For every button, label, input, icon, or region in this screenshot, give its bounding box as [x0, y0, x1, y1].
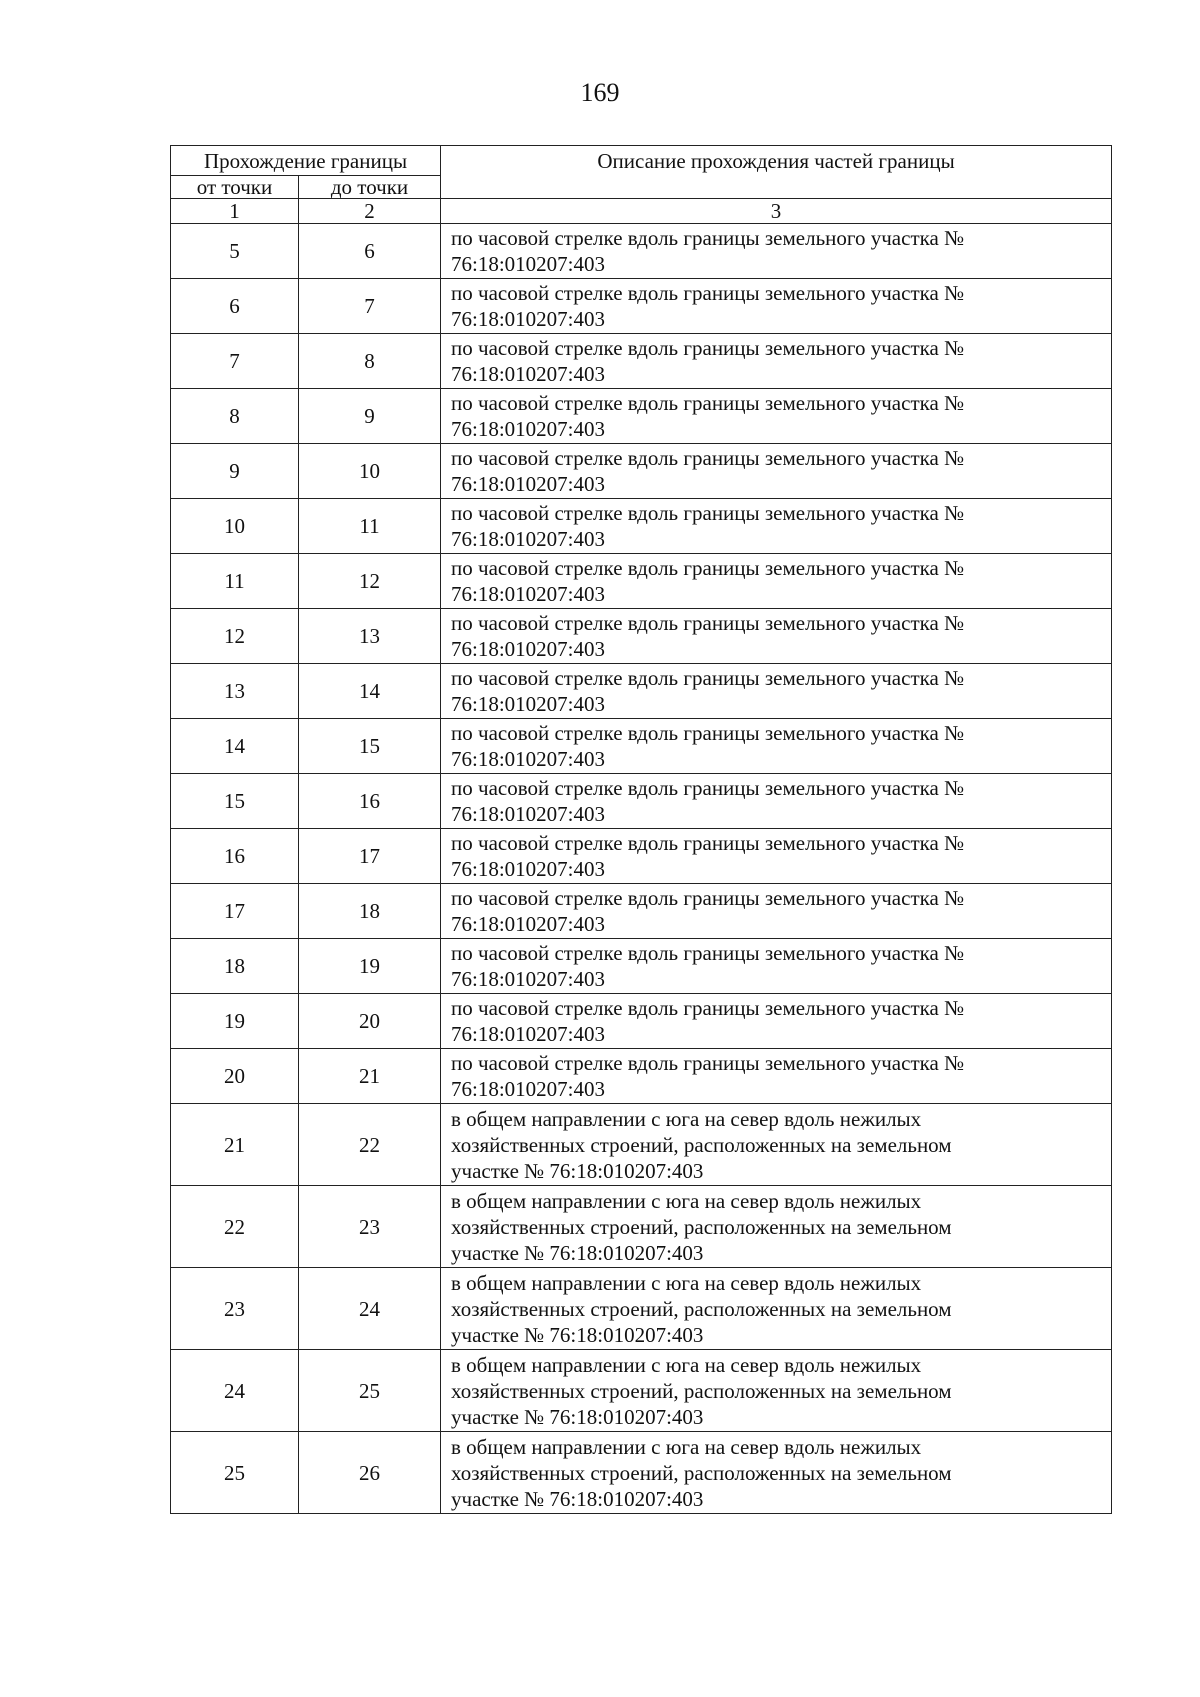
- from-point-cell: 15: [171, 774, 299, 829]
- table-row: [171, 1268, 1112, 1350]
- description-line: 76:18:010207:403: [451, 802, 606, 826]
- from-point-cell: 12: [171, 609, 299, 664]
- table-row: [171, 554, 1112, 609]
- to-point-cell: 9: [299, 389, 441, 444]
- to-point-cell: 14: [299, 664, 441, 719]
- table-row: [171, 389, 1112, 444]
- description-line: 76:18:010207:403: [451, 857, 606, 881]
- to-point-cell: 22: [299, 1104, 441, 1186]
- table-row: [171, 279, 1112, 334]
- description-cell: [441, 1268, 1112, 1350]
- description-line: хозяйственных строений, расположенных на земельном: [451, 1378, 952, 1403]
- description-line: участке № 76:18:010207:403: [451, 1486, 704, 1511]
- description-cell: [441, 1049, 1112, 1104]
- table-row: [171, 334, 1112, 389]
- from-point-cell: 16: [171, 829, 299, 884]
- description-line: 76:18:010207:403: [451, 912, 606, 936]
- description-cell: [441, 1432, 1112, 1514]
- to-point-cell: 8: [299, 334, 441, 389]
- from-point-cell: 5: [171, 224, 299, 279]
- to-point-cell: 20: [299, 994, 441, 1049]
- to-point-cell: 12: [299, 554, 441, 609]
- description-line: в общем направлении с юга на север вдоль нежилых: [451, 1434, 922, 1459]
- description-line: 76:18:010207:403: [451, 362, 606, 386]
- description-cell: [441, 664, 1112, 719]
- table-row: [171, 664, 1112, 719]
- description-line: хозяйственных строений, расположенных на земельном: [451, 1460, 952, 1485]
- description-cell: [441, 499, 1112, 554]
- description-cell: [441, 994, 1112, 1049]
- description-cell: [441, 884, 1112, 939]
- description-cell: [441, 829, 1112, 884]
- description-line: по часовой стрелке вдоль границы земельного участка №: [451, 336, 965, 360]
- to-point-cell: 23: [299, 1186, 441, 1268]
- to-point-cell: 13: [299, 609, 441, 664]
- column-number: 1: [171, 199, 299, 224]
- boundary-table: [170, 145, 1112, 1514]
- description-cell: [441, 554, 1112, 609]
- description-line: 76:18:010207:403: [451, 692, 606, 716]
- description-line: хозяйственных строений, расположенных на земельном: [451, 1296, 952, 1321]
- header-boundary-passage: Прохождение границы: [171, 146, 441, 176]
- from-point-cell: 19: [171, 994, 299, 1049]
- description-line: в общем направлении с юга на север вдоль нежилых: [451, 1188, 922, 1213]
- description-line: 76:18:010207:403: [451, 967, 606, 991]
- description-line: по часовой стрелке вдоль границы земельного участка №: [451, 831, 965, 855]
- header-from-point: от точки: [171, 176, 299, 199]
- description-line: участке № 76:18:010207:403: [451, 1404, 704, 1429]
- to-point-cell: 26: [299, 1432, 441, 1514]
- description-cell: [441, 719, 1112, 774]
- from-point-cell: 11: [171, 554, 299, 609]
- from-point-cell: 21: [171, 1104, 299, 1186]
- to-point-cell: 7: [299, 279, 441, 334]
- description-cell: [441, 279, 1112, 334]
- description-line: хозяйственных строений, расположенных на земельном: [451, 1132, 952, 1157]
- table-header: [171, 146, 1112, 224]
- table-row: [171, 939, 1112, 994]
- from-point-cell: 6: [171, 279, 299, 334]
- column-number: 3: [441, 199, 1112, 224]
- table-row: [171, 444, 1112, 499]
- from-point-cell: 9: [171, 444, 299, 499]
- from-point-cell: 23: [171, 1268, 299, 1350]
- to-point-cell: 21: [299, 1049, 441, 1104]
- description-line: участке № 76:18:010207:403: [451, 1322, 704, 1347]
- to-point-cell: 10: [299, 444, 441, 499]
- description-line: по часовой стрелке вдоль границы земельного участка №: [451, 611, 965, 635]
- description-cell: [441, 1104, 1112, 1186]
- header-to-point: до точки: [299, 176, 441, 199]
- to-point-cell: 16: [299, 774, 441, 829]
- description-line: 76:18:010207:403: [451, 637, 606, 661]
- table-row: [171, 719, 1112, 774]
- description-line: по часовой стрелке вдоль границы земельного участка №: [451, 886, 965, 910]
- to-point-cell: 18: [299, 884, 441, 939]
- to-point-cell: 11: [299, 499, 441, 554]
- description-cell: [441, 334, 1112, 389]
- description-line: по часовой стрелке вдоль границы земельного участка №: [451, 996, 965, 1020]
- description-line: в общем направлении с юга на север вдоль нежилых: [451, 1106, 922, 1131]
- description-line: хозяйственных строений, расположенных на земельном: [451, 1214, 952, 1239]
- table-row: [171, 1350, 1112, 1432]
- from-point-cell: 20: [171, 1049, 299, 1104]
- table-row: [171, 1049, 1112, 1104]
- description-line: 76:18:010207:403: [451, 1022, 606, 1046]
- description-line: по часовой стрелке вдоль границы земельного участка №: [451, 226, 965, 250]
- to-point-cell: 6: [299, 224, 441, 279]
- table-row: [171, 994, 1112, 1049]
- from-point-cell: 25: [171, 1432, 299, 1514]
- table-row: [171, 884, 1112, 939]
- table-row: [171, 1104, 1112, 1186]
- description-cell: [441, 774, 1112, 829]
- from-point-cell: 13: [171, 664, 299, 719]
- description-cell: [441, 224, 1112, 279]
- description-line: по часовой стрелке вдоль границы земельного участка №: [451, 281, 965, 305]
- description-cell: [441, 389, 1112, 444]
- description-line: по часовой стрелке вдоль границы земельного участка №: [451, 666, 965, 690]
- description-line: 76:18:010207:403: [451, 582, 606, 606]
- from-point-cell: 14: [171, 719, 299, 774]
- description-line: участке № 76:18:010207:403: [451, 1240, 704, 1265]
- description-line: по часовой стрелке вдоль границы земельного участка №: [451, 721, 965, 745]
- description-line: в общем направлении с юга на север вдоль нежилых: [451, 1270, 922, 1295]
- description-line: по часовой стрелке вдоль границы земельного участка №: [451, 776, 965, 800]
- page-number: 169: [580, 78, 620, 107]
- description-line: в общем направлении с юга на север вдоль нежилых: [451, 1352, 922, 1377]
- to-point-cell: 15: [299, 719, 441, 774]
- description-line: 76:18:010207:403: [451, 307, 606, 331]
- from-point-cell: 7: [171, 334, 299, 389]
- table-row: [171, 1186, 1112, 1268]
- from-point-cell: 8: [171, 389, 299, 444]
- description-cell: [441, 444, 1112, 499]
- from-point-cell: 17: [171, 884, 299, 939]
- from-point-cell: 22: [171, 1186, 299, 1268]
- description-line: по часовой стрелке вдоль границы земельного участка №: [451, 501, 965, 525]
- description-line: 76:18:010207:403: [451, 747, 606, 771]
- table-row: [171, 224, 1112, 279]
- to-point-cell: 25: [299, 1350, 441, 1432]
- description-line: 76:18:010207:403: [451, 417, 606, 441]
- description-cell: [441, 609, 1112, 664]
- description-line: по часовой стрелке вдоль границы земельного участка №: [451, 446, 965, 470]
- table-body: [171, 224, 1112, 1514]
- table-row: [171, 499, 1112, 554]
- table-row: [171, 774, 1112, 829]
- description-line: участке № 76:18:010207:403: [451, 1158, 704, 1183]
- description-cell: [441, 1186, 1112, 1268]
- description-line: 76:18:010207:403: [451, 252, 606, 276]
- from-point-cell: 10: [171, 499, 299, 554]
- description-line: по часовой стрелке вдоль границы земельного участка №: [451, 941, 965, 965]
- description-cell: [441, 939, 1112, 994]
- table-row: [171, 1432, 1112, 1514]
- header-description: Описание прохождения частей границы: [441, 146, 1112, 199]
- table-row: [171, 609, 1112, 664]
- from-point-cell: 24: [171, 1350, 299, 1432]
- table-row: [171, 829, 1112, 884]
- column-number: 2: [299, 199, 441, 224]
- description-line: 76:18:010207:403: [451, 1077, 606, 1101]
- from-point-cell: 18: [171, 939, 299, 994]
- description-line: по часовой стрелке вдоль границы земельного участка №: [451, 1051, 965, 1075]
- description-line: 76:18:010207:403: [451, 527, 606, 551]
- to-point-cell: 17: [299, 829, 441, 884]
- description-line: 76:18:010207:403: [451, 472, 606, 496]
- to-point-cell: 24: [299, 1268, 441, 1350]
- description-cell: [441, 1350, 1112, 1432]
- description-line: по часовой стрелке вдоль границы земельного участка №: [451, 556, 965, 580]
- to-point-cell: 19: [299, 939, 441, 994]
- description-line: по часовой стрелке вдоль границы земельного участка №: [451, 391, 965, 415]
